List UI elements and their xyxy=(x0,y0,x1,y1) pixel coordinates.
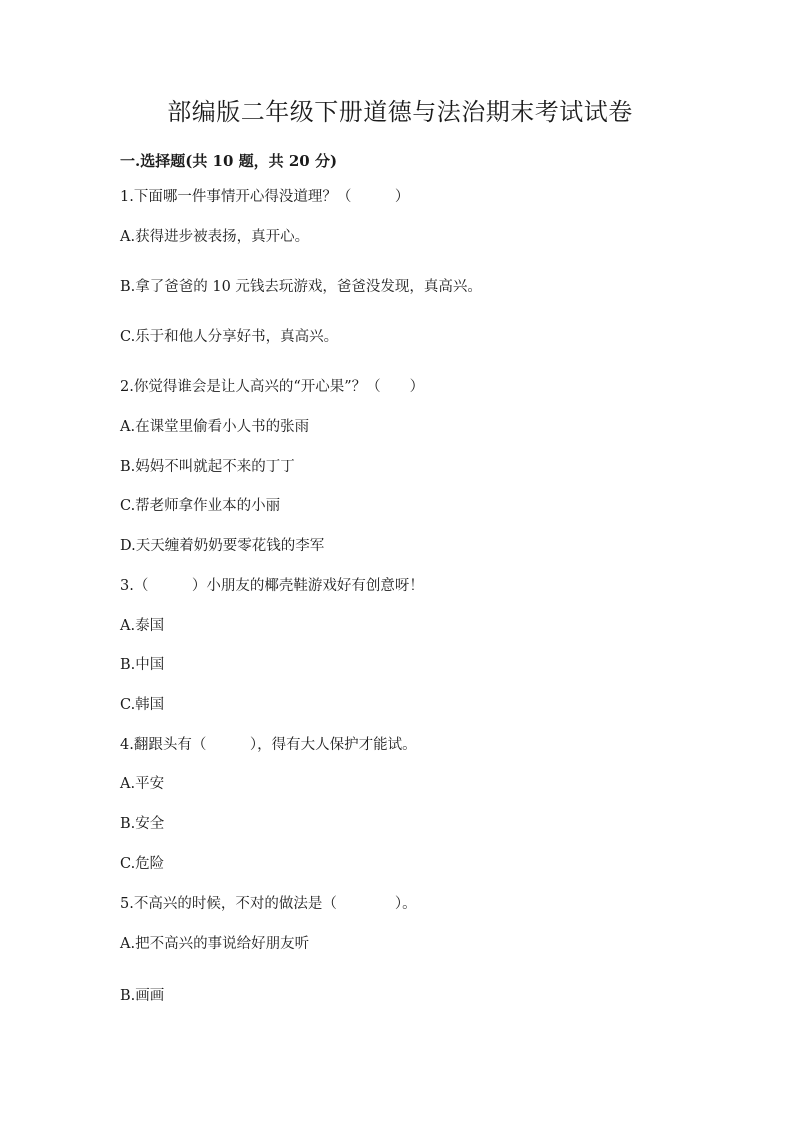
question-2-stem: 2.你觉得谁会是让人高兴的“开心果”？（ ） xyxy=(120,379,425,395)
question-1-option-a: A.获得进步被表扬，真开心。 xyxy=(120,229,310,245)
question-2-option-b: B.妈妈不叫就起不来的丁丁 xyxy=(120,459,295,475)
question-4-option-b: B.安全 xyxy=(120,816,165,832)
question-2-option-c: C.帮老师拿作业本的小丽 xyxy=(120,498,281,514)
question-3-option-a: A.泰国 xyxy=(120,618,165,634)
question-3-option-b: B.中国 xyxy=(120,657,165,673)
question-5-stem: 5.不高兴的时候，不对的做法是（ ）。 xyxy=(120,896,417,912)
question-1-option-c: C.乐于和他人分享好书，真高兴。 xyxy=(120,329,339,345)
question-5-option-a: A.把不高兴的事说给好朋友听 xyxy=(120,936,310,952)
question-2-option-a: A.在课堂里偷看小人书的张雨 xyxy=(120,419,310,435)
question-4-option-a: A.平安 xyxy=(120,776,165,792)
question-3-stem: 3.（ ）小朋友的椰壳鞋游戏好有创意呀！ xyxy=(120,578,424,594)
question-1-stem: 1.下面哪一件事情开心得没道理？（ ） xyxy=(120,189,410,205)
exam-title: 部编版二年级下册道德与法治期末考试试卷 xyxy=(167,98,633,126)
question-4-stem: 4.翻跟头有（ ），得有大人保护才能试。 xyxy=(120,737,417,753)
question-3-option-c: C.韩国 xyxy=(120,697,165,713)
section-heading: 一.选择题(共 10 题，共 20 分) xyxy=(120,152,338,170)
question-5-option-b: B.画画 xyxy=(120,988,165,1004)
question-4-option-c: C.危险 xyxy=(120,856,165,872)
question-2-option-d: D.天天缠着奶奶要零花钱的李军 xyxy=(120,538,325,554)
question-1-option-b: B.拿了爸爸的 10 元钱去玩游戏，爸爸没发现，真高兴。 xyxy=(120,279,482,295)
